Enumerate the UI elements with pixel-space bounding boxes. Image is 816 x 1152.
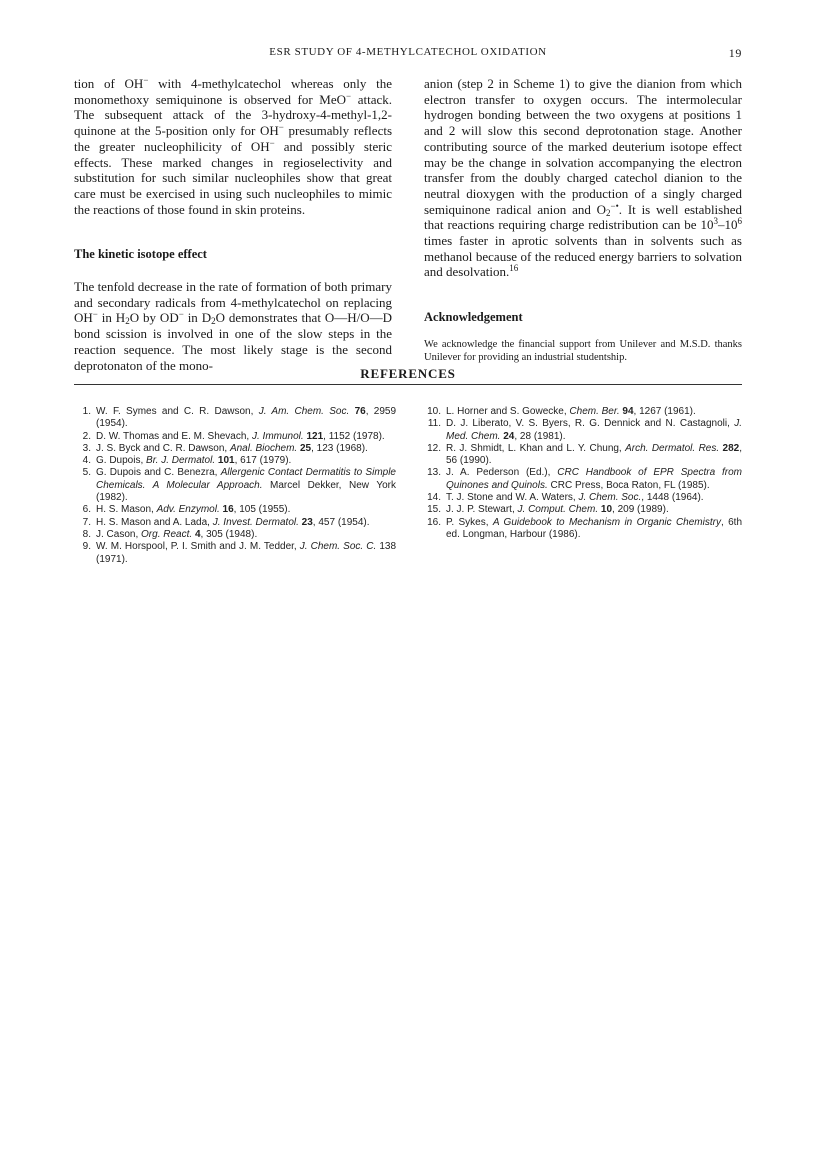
reference-text: CRC Handbook of EPR Spectra from Quinones and Quinols. <box>446 467 743 491</box>
reference-text: L. Horner and S. Gowecke, <box>446 406 570 417</box>
reference-text: D. W. Thomas and E. M. Shevach, <box>96 430 252 442</box>
reference-text: G. Dupois, <box>96 455 147 467</box>
reference-text: J. Invest. Dermatol. <box>212 516 299 528</box>
reference-text: A Guidebook to Mechanism in Organic Chemistry <box>492 516 721 528</box>
reference-number: 12. <box>427 442 441 454</box>
reference-item <box>74 504 396 516</box>
reference-text: D. J. Liberato, V. S. Byers, R. G. Dennick and N. Castagnoli, <box>446 418 735 430</box>
reference-item <box>74 529 396 541</box>
reference-text: 24 <box>503 430 515 442</box>
reference-text: J. Comput. Chem. <box>517 504 599 516</box>
reference-text: , 209 (1989). <box>612 504 669 516</box>
reference-text: 4 <box>194 528 201 540</box>
reference-number: 9. <box>82 541 91 553</box>
reference-text: 16 <box>222 504 234 516</box>
reference-text: 94 <box>622 406 634 417</box>
reference-text: , 1152 (1978). <box>323 430 385 442</box>
running-title: ESR STUDY OF 4-METHYLCATECHOL OXIDATION <box>269 46 547 58</box>
reference-number: 5. <box>82 467 91 479</box>
reference-number: 14. <box>427 492 441 504</box>
reference-text: , 123 (1968). <box>311 442 368 454</box>
reference-item <box>424 492 742 504</box>
reference-text: 121 <box>306 430 324 442</box>
references-list-right <box>424 406 742 541</box>
reference-item <box>424 467 742 492</box>
reference-text: 23 <box>301 516 313 528</box>
reference-item <box>74 443 396 455</box>
reference-number: 13. <box>427 467 441 479</box>
reference-text: Org. React. <box>141 528 193 540</box>
references-rule <box>74 384 742 385</box>
reference-text: , 2959 (1954). <box>96 406 397 430</box>
acknowledgement-text: We acknowledge the financial support from Unilever and M.S.D. thanks Unilever for providing an industrial studentship. <box>424 338 742 363</box>
reference-item <box>74 467 396 504</box>
reference-number: 3. <box>82 442 91 454</box>
reference-text: , 28 (1981). <box>514 430 566 442</box>
reference-text: P. Sykes, <box>446 516 493 528</box>
reference-text: H. S. Mason, <box>96 504 157 516</box>
reference-text: , 56 (1990). <box>446 442 742 467</box>
reference-number: 16. <box>427 516 441 528</box>
reference-text: Marcel Dekker, New York (1982). <box>96 479 396 504</box>
reference-number: 1. <box>82 406 91 417</box>
reference-item <box>74 406 396 431</box>
running-head <box>74 44 742 62</box>
reference-text: T. J. Stone and W. A. Waters, <box>446 492 579 504</box>
reference-text: 25 <box>299 442 312 454</box>
left-column <box>74 76 392 373</box>
reference-number: 6. <box>82 504 91 516</box>
reference-text: Br. J. Dermatol. <box>146 455 216 467</box>
reference-text: J. Immunol. <box>252 430 304 442</box>
reference-text: J. Chem. Soc. <box>578 492 642 504</box>
reference-text: J. A. Pederson (Ed.), <box>446 467 558 479</box>
reference-text: 138 (1971). <box>96 541 397 565</box>
reference-number: 4. <box>82 455 91 467</box>
reference-text: H. S. Mason and A. Lada, <box>96 516 213 528</box>
reference-text: 10 <box>600 504 613 516</box>
reference-item <box>424 443 742 468</box>
reference-number: 8. <box>82 528 91 540</box>
reference-text: Arch. Dermatol. Res. <box>625 442 720 454</box>
reference-text: W. M. Horspool, P. I. Smith and J. M. Tedder, <box>96 541 300 553</box>
reference-text: Anal. Biochem. <box>229 442 298 454</box>
reference-text: W. F. Symes and C. R. Dawson, <box>96 406 259 417</box>
acknowledgement-heading: Acknowledgement <box>424 310 523 325</box>
reference-item <box>74 431 396 443</box>
reference-item <box>424 504 742 516</box>
reference-number: 10. <box>427 406 441 417</box>
reference-text: J. Am. Chem. Soc. <box>258 406 350 417</box>
reference-text: 282 <box>722 442 740 454</box>
reference-text: J. Med. Chem. <box>446 418 742 442</box>
reference-item <box>424 406 742 418</box>
reference-text: , 105 (1955). <box>233 504 291 516</box>
page-number: 19 <box>728 46 742 60</box>
reference-text: 101 <box>217 455 235 467</box>
reference-number: 7. <box>82 516 91 528</box>
reference-text: , 617 (1979). <box>234 455 292 467</box>
reference-number: 11. <box>427 418 441 430</box>
reference-text: R. J. Shmidt, L. Khan and L. Y. Chung, <box>446 442 626 454</box>
reference-text: 76 <box>354 406 366 417</box>
reference-text: J. Cason, <box>96 528 142 540</box>
paragraph-regioselectivity: tion of OH− with 4-methylcatechol whereas only the monomethoxy semiquinone is observed for MeO− attack. The subsequent attack of the 3-hydroxy-4-methyl-1,2-quinone at the 5-position only for OH− presumably reflects the greater nucleophilicity of OH− and possibly steric effects. These marked changes in regioselectivity and substitution for such similar nucleophiles show that great care must be exercised in using such nucleophiles to mimic the reactions of those found in skin proteins. <box>74 75 393 217</box>
reference-text: CRC Press, Boca Raton, FL (1985). <box>547 479 710 491</box>
references-list-left <box>74 406 396 566</box>
right-column <box>424 76 742 364</box>
paragraph-dianion: anion (step 2 in Scheme 1) to give the dianion from which electron transfer to oxygen occurs. The intermolecular hydrogen bonding between the two oxygens at positions 1 and 2 will slow this second deprotonation stage. Another contributing source of the marked deuterium isotope effect may be the change in solvation accompanying the electron transfer from the doubly charged catechol dianion to the neutral dioxygen with the production of a singly charged semiquinone radical anion and $O_2^{-•}$. It is well established that reactions requiring charge redistribution can be $10^3-10^6$ times faster in aprotic solvents than in solvents such as methanol because of the reduced energy barriers to solvation and desolvation.$^{16}$ <box>424 76 742 280</box>
reference-text: Adv. Enzymol. <box>156 504 220 516</box>
reference-text: Allergenic Contact Dermatitis to Simple Chemicals. A Molecular Approach. <box>96 467 396 491</box>
references-heading: REFERENCES <box>360 366 456 381</box>
reference-text: J. S. Byck and C. R. Dawson, <box>96 442 230 454</box>
reference-text: , 305 (1948). <box>200 528 258 540</box>
reference-number: 15. <box>427 504 441 516</box>
section-heading-kinetic-isotope: The kinetic isotope effect <box>74 247 207 262</box>
reference-item <box>74 517 396 529</box>
reference-text: J. J. P. Stewart, <box>446 504 518 516</box>
reference-text: Chem. Ber. <box>569 406 620 417</box>
paragraph-kinetic-isotope: The tenfold decrease in the rate of formation of both primary and secondary radicals from 4-methylcatechol on replacing OH− in $H_2O$ by OD− in $D_2O$ demonstrates that O—H/O—D bond scission is involved in one of the slow steps in the reaction sequence. The most likely stage is the second deprotonaton of the mono- <box>74 279 393 373</box>
reference-text: , 457 (1954). <box>312 516 370 528</box>
reference-item <box>424 418 742 443</box>
reference-text: J. Chem. Soc. C. <box>299 541 377 553</box>
reference-item <box>424 517 742 542</box>
reference-item <box>74 541 396 566</box>
reference-text: , 6th ed. Longman, Harbour (1986). <box>446 516 743 540</box>
reference-text: , 1448 (1964). <box>641 492 704 504</box>
reference-number: 2. <box>82 430 91 442</box>
reference-text: G. Dupois and C. Benezra, <box>96 467 221 479</box>
reference-item <box>74 455 396 467</box>
reference-text: , 1267 (1961). <box>633 406 696 417</box>
